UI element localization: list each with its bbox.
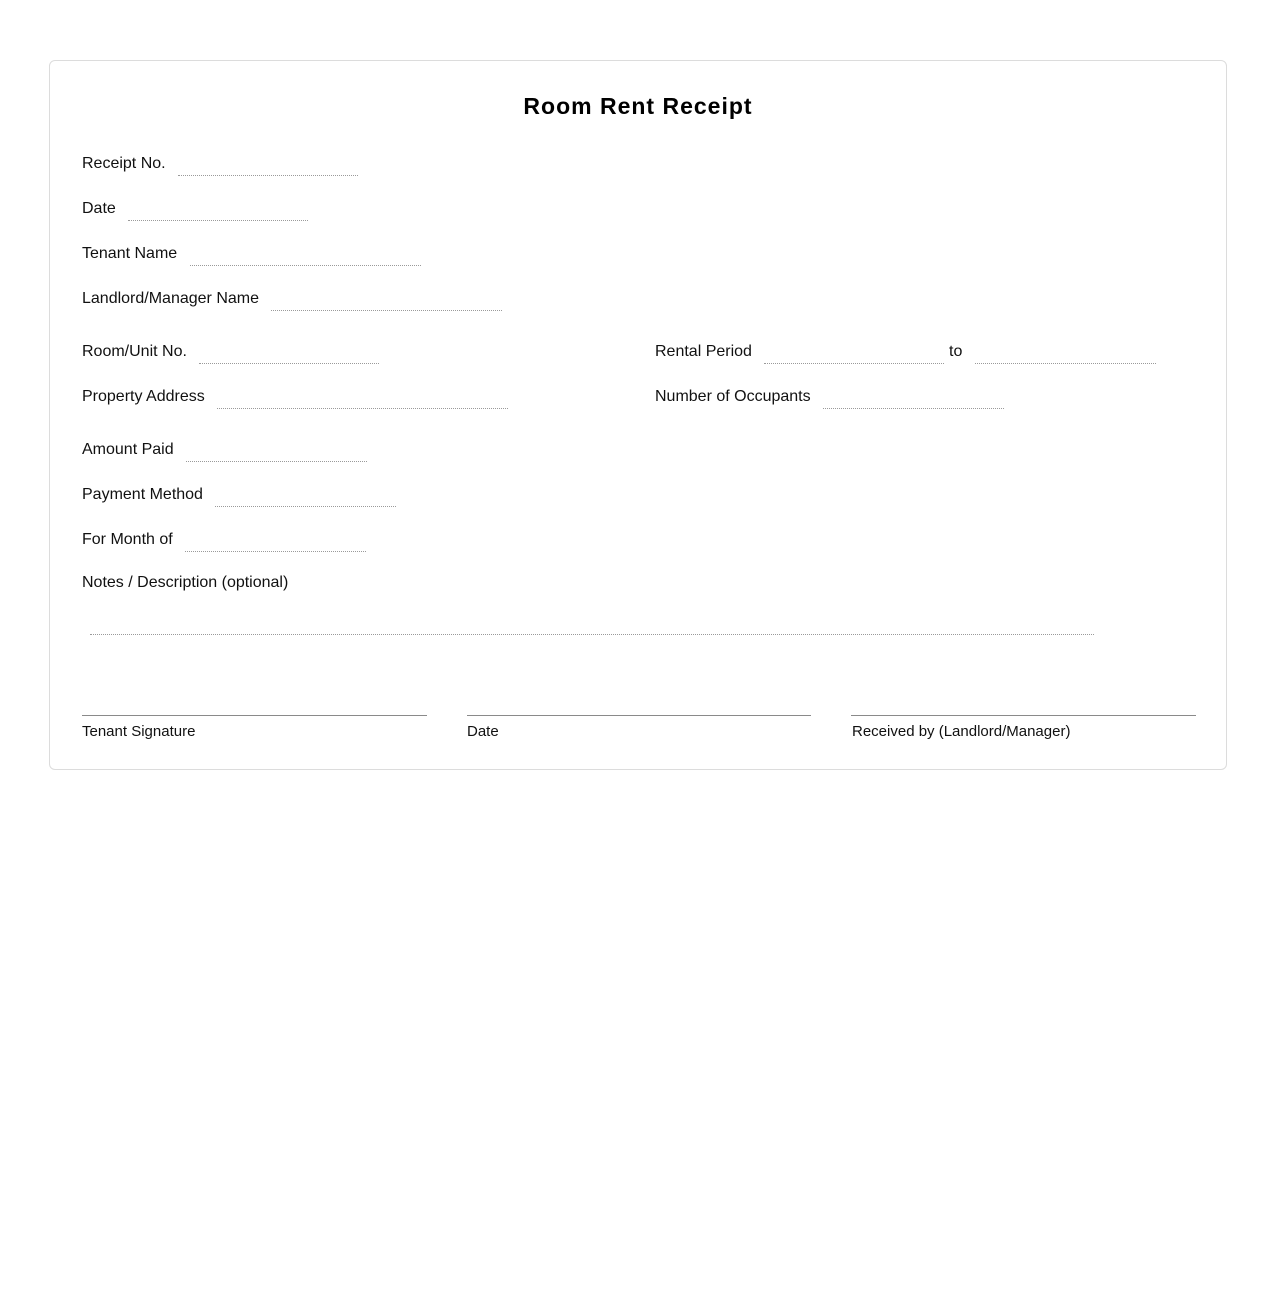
tenant-signature-line[interactable] [82, 715, 427, 716]
receipt-no-field[interactable] [178, 175, 358, 176]
occupants-label: Number of Occupants [655, 388, 811, 405]
room-unit-field[interactable] [199, 363, 379, 364]
receipt-card [49, 60, 1227, 770]
receipt-no-label: Receipt No. [82, 155, 166, 172]
received-by-line[interactable] [851, 715, 1196, 716]
occupants-field[interactable] [823, 408, 1004, 409]
tenant-name-label: Tenant Name [82, 245, 178, 262]
date-field[interactable] [128, 220, 308, 221]
rental-period-to-label: to [949, 343, 963, 360]
notes-label: Notes / Description (optional) [82, 574, 289, 591]
room-unit-label: Room/Unit No. [82, 343, 187, 360]
signature-date-line[interactable] [467, 715, 811, 716]
received-by-label: Received by (Landlord/Manager) [852, 723, 1071, 740]
signature-date-label: Date [467, 723, 499, 740]
property-address-label: Property Address [82, 388, 205, 405]
landlord-name-label: Landlord/Manager Name [82, 290, 259, 307]
for-month-field[interactable] [185, 551, 366, 552]
rental-period-to-field[interactable] [975, 363, 1156, 364]
receipt-title: Room Rent Receipt [523, 93, 753, 119]
payment-method-field[interactable] [215, 506, 396, 507]
property-address-field[interactable] [217, 408, 508, 409]
rental-period-from-field[interactable] [764, 363, 944, 364]
payment-method-label: Payment Method [82, 486, 203, 503]
date-label: Date [82, 200, 116, 217]
amount-paid-field[interactable] [186, 461, 367, 462]
notes-field[interactable] [90, 634, 1094, 635]
landlord-name-field[interactable] [271, 310, 502, 311]
tenant-signature-label: Tenant Signature [82, 723, 196, 740]
amount-paid-label: Amount Paid [82, 441, 174, 458]
for-month-label: For Month of [82, 531, 173, 548]
rental-period-label: Rental Period [655, 343, 752, 360]
tenant-name-field[interactable] [190, 265, 421, 266]
